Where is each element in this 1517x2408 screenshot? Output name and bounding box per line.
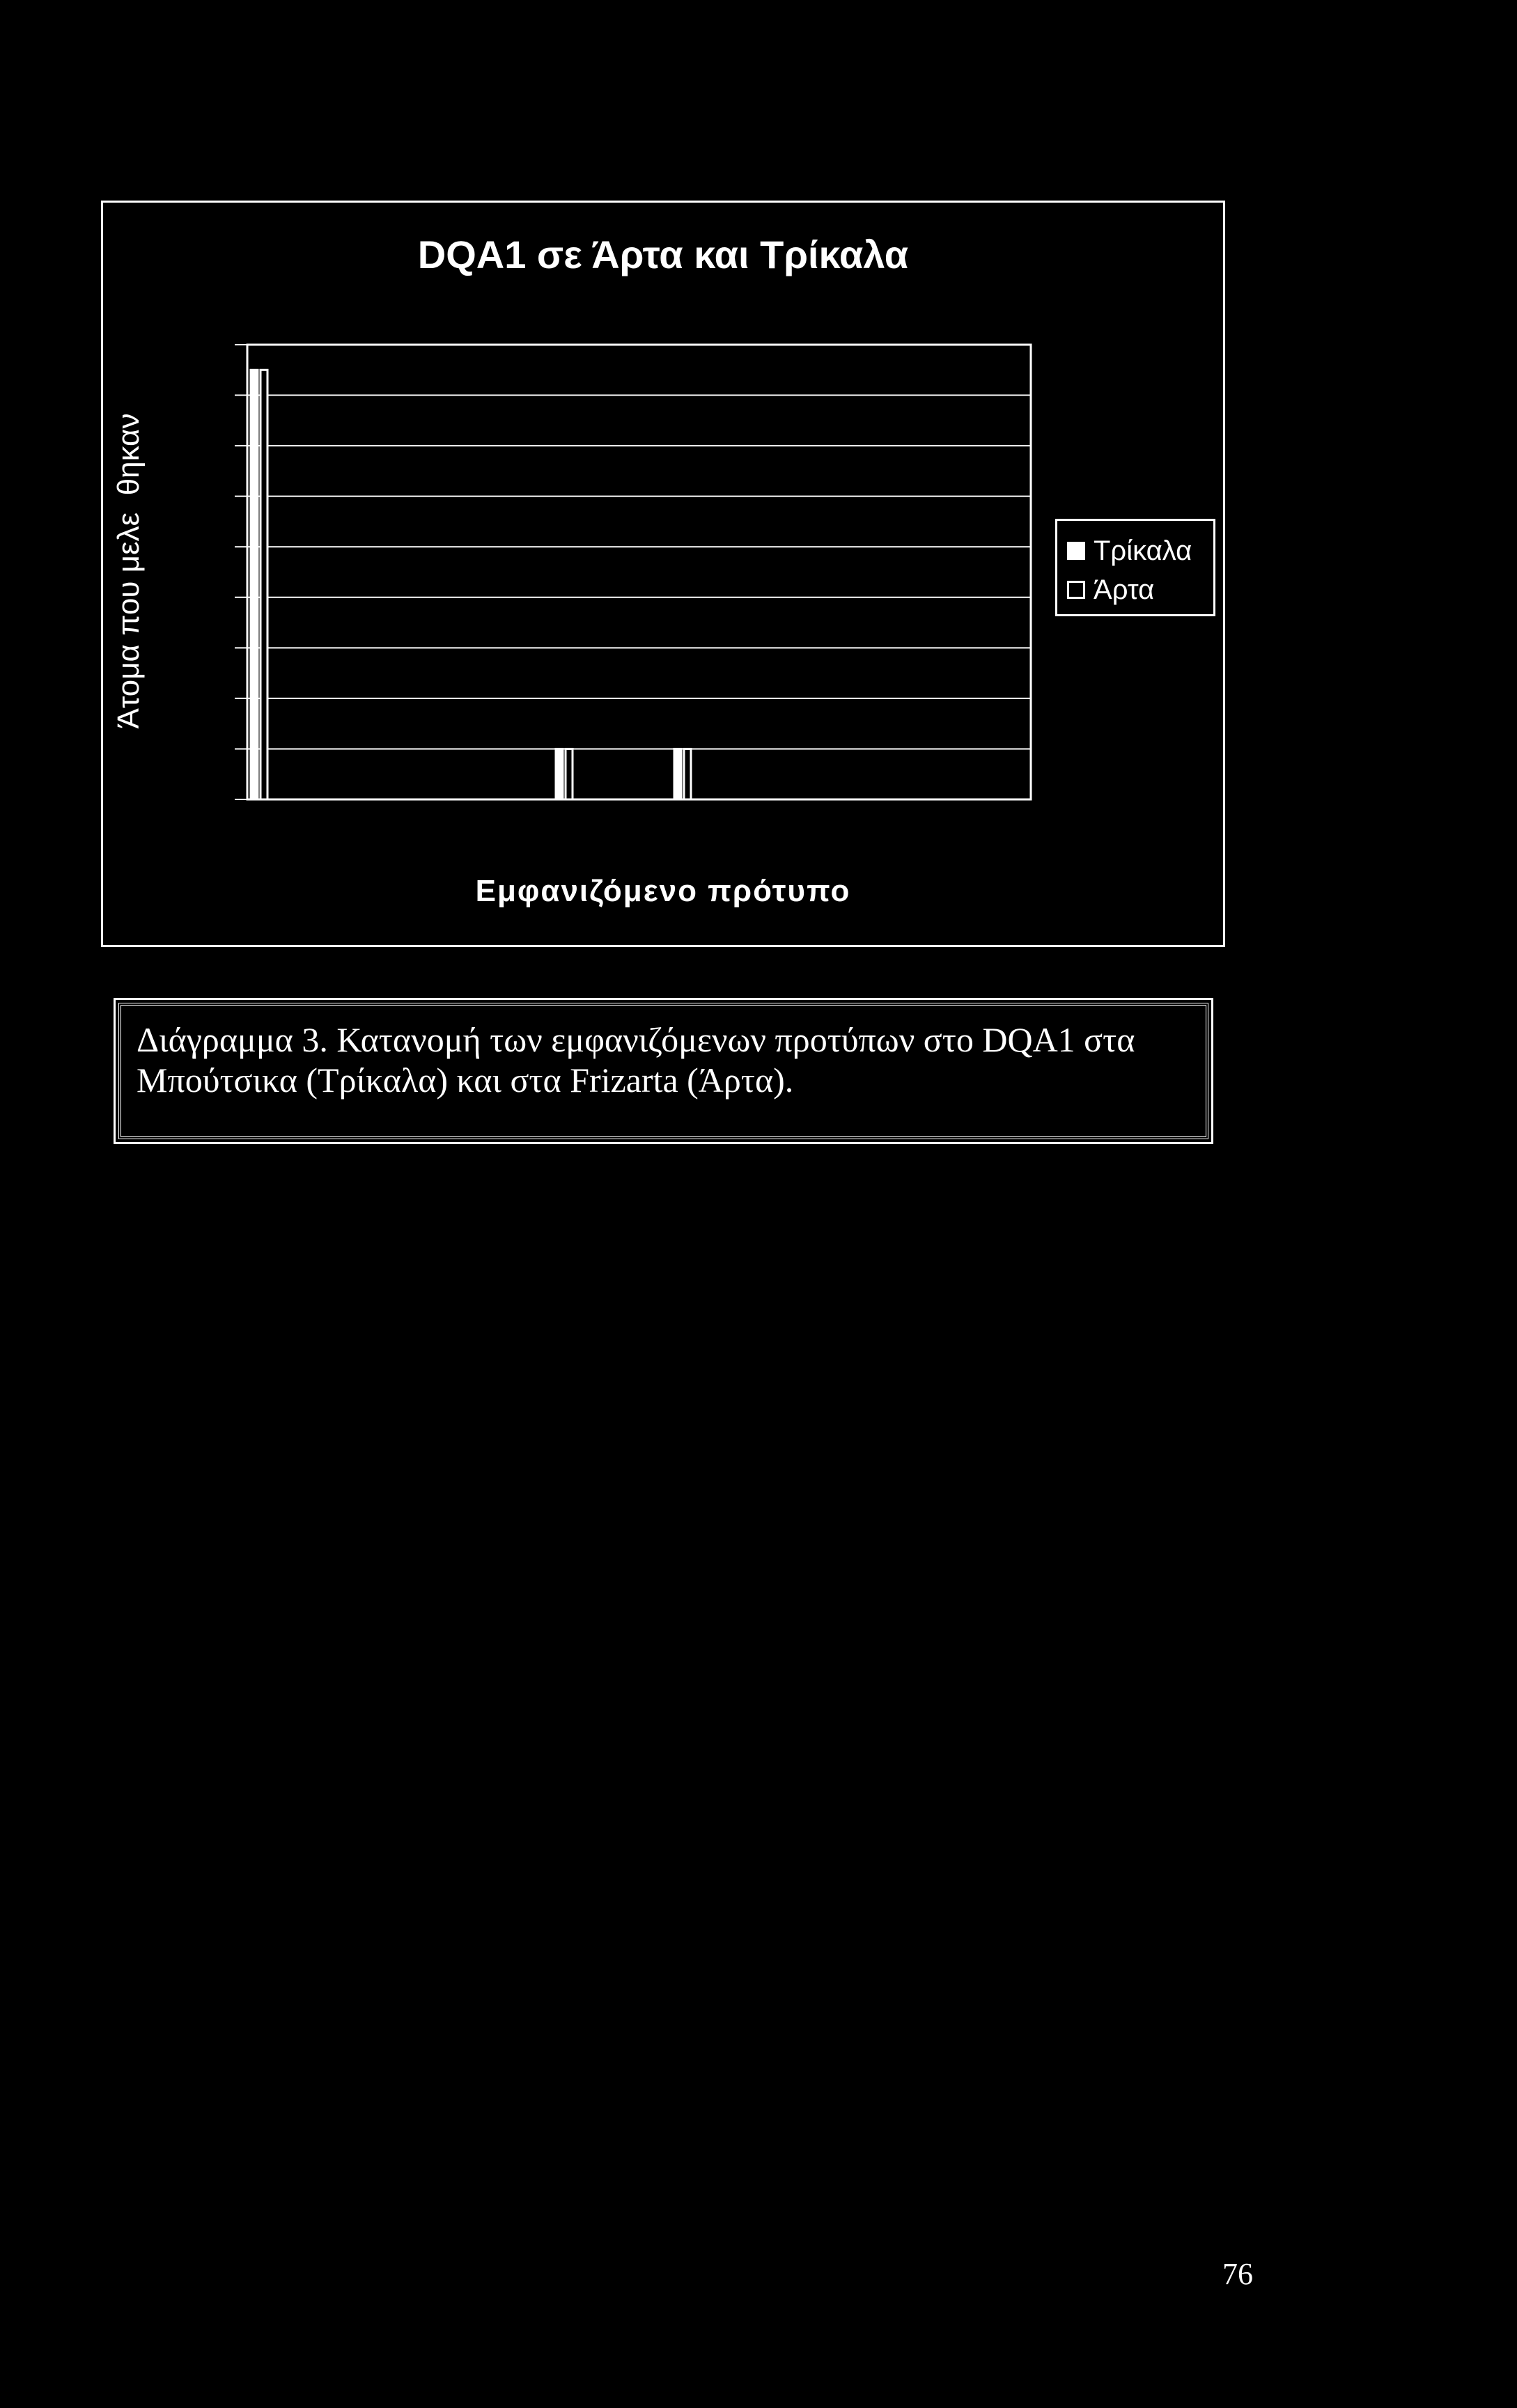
bar-Άρτα-1 — [260, 370, 267, 799]
chart-title: DQA1 σε Άρτα και Τρίκαλα — [417, 233, 909, 276]
bar-Τρίκαλα-2 — [556, 749, 563, 799]
y-axis-label: Άτομα που μελε θηκαν — [111, 413, 146, 729]
plot-border — [247, 345, 1031, 799]
bar-Άρτα-3 — [684, 749, 691, 799]
bar-Άρτα-2 — [566, 749, 573, 799]
bar-Τρίκαλα-3 — [674, 749, 681, 799]
legend-swatch-trikala — [1067, 542, 1085, 560]
x-axis-label: Εμφανιζόμενο πρότυπο — [475, 874, 851, 908]
legend-label-arta: Άρτα — [1094, 574, 1155, 605]
legend-swatch-arta — [1067, 581, 1085, 599]
caption-line-2: Μπούτσικα (Τρίκαλα) και στα Frizarta (Άρτα). — [137, 1061, 794, 1100]
legend-label-trikala: Τρίκαλα — [1094, 535, 1192, 566]
legend — [1055, 519, 1215, 616]
page-number: 76 — [1222, 2257, 1253, 2291]
caption-line-1: Διάγραμμα 3. Κατανομή των εμφανιζόμενων προτύπων στο DQA1 στα — [137, 1020, 1135, 1059]
figure-caption — [118, 1003, 1208, 1139]
bar-Τρίκαλα-1 — [251, 370, 258, 799]
legend-item-arta — [1067, 572, 1154, 607]
plot-area — [0, 0, 1517, 975]
legend-item-trikala — [1067, 533, 1192, 568]
